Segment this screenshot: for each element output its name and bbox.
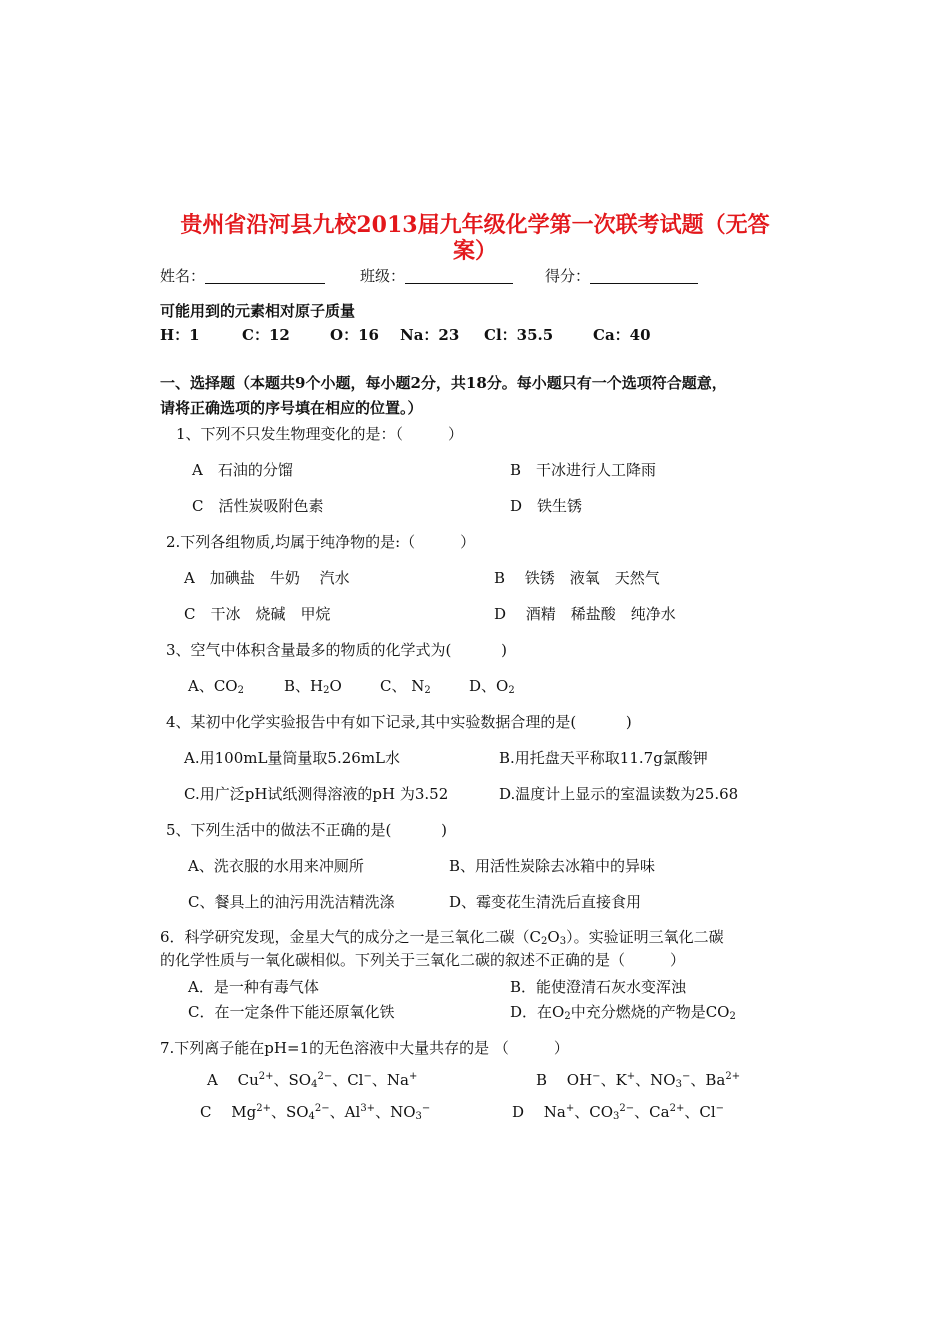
q1-option-b[interactable]: B 干冰进行人工降雨 (510, 461, 657, 479)
q6-stem-b: ）。实验证明三氧化二碳 (566, 928, 724, 946)
q6-option-a[interactable]: A．是一种有毒气体 (188, 978, 319, 996)
q1-option-a[interactable]: A 石油的分馏 (192, 461, 293, 479)
q2-option-a[interactable]: A 加碘盐 牛奶 汽水 (184, 569, 350, 587)
q3-option-d[interactable]: D、$O_2$ (469, 677, 515, 696)
class-blank[interactable] (405, 267, 513, 284)
q5-stem: 5、下列生活中的做法不正确的是( ) (166, 821, 448, 839)
q3-option-a[interactable]: A、$CO_2$ (188, 677, 244, 696)
name-blank[interactable] (205, 267, 325, 284)
q5-option-a[interactable]: A、洗衣服的水用来冲厕所 (188, 857, 364, 875)
name-field (160, 266, 325, 286)
score-label: 得分： (545, 267, 591, 285)
section-heading-line2: 请将正确选项的序号填在相应的位置。） (160, 399, 423, 417)
mass-na: Na：23 (400, 326, 460, 344)
q5-option-c[interactable]: C、餐具上的油污用洗洁精洗涤 (188, 893, 395, 911)
class-field (360, 266, 513, 286)
q1-option-c[interactable]: C 活性炭吸附色素 (192, 497, 324, 515)
q7-option-b[interactable]: B OH−、K+、$NO_3^-$、$Ba^{2+}$ (536, 1071, 741, 1090)
q2-option-d[interactable]: D 酒精 稀盐酸 纯净水 (494, 605, 676, 623)
q3-option-b[interactable]: B、$H_2O$ (284, 677, 342, 696)
q4-option-c[interactable]: C.用广泛pH试纸测得溶液的pH 为3.52 (184, 785, 449, 803)
section-heading-line1: 一、选择题（本题共9个小题，每小题2分，共18分。每小题只有一个选项符合题意， (160, 374, 727, 392)
q6-formula: $C_2O_3$ (529, 928, 567, 947)
q7-option-a[interactable]: A $Cu^{2+}$、$SO_4^{2-}$、Cl−、Na+ (207, 1071, 418, 1090)
q4-option-b[interactable]: B.用托盘天平称取11.7g氯酸钾 (499, 749, 708, 767)
q5-option-b[interactable]: B、用活性炭除去冰箱中的异味 (449, 857, 656, 875)
q5-option-d[interactable]: D、霉变花生清洗后直接食用 (449, 893, 642, 911)
q2-stem: 2.下列各组物质,均属于纯净物的是:（ ） (166, 533, 476, 551)
q4-option-d[interactable]: D.温度计上显示的室温读数为25.68 (499, 785, 739, 803)
q6-option-c[interactable]: C．在一定条件下能还原氧化铁 (188, 1003, 395, 1021)
q3-option-c[interactable]: C、 $N_2$ (380, 677, 431, 696)
q2-option-b[interactable]: B 铁锈 液氧 天然气 (494, 569, 660, 587)
mass-o: O：16 (330, 326, 379, 344)
name-label: 姓名： (160, 267, 206, 285)
q6-stem-line2: 的化学性质与一氧化碳相似。下列关于三氧化二碳的叙述不正确的是（ ） (160, 951, 686, 969)
page-title-line1: 贵州省沿河县九校2013届九年级化学第一次联考试题（无答 (180, 212, 770, 238)
q7-option-d[interactable]: D Na+、$CO_3^{2-}$、$Ca^{2+}$、Cl− (512, 1103, 725, 1122)
q6-option-d[interactable]: D．在$O_2$中充分燃烧的产物是$CO_2$ (510, 1003, 736, 1022)
page-title-line2: 案） (452, 238, 497, 264)
score-field (545, 266, 698, 286)
q2-option-c[interactable]: C 干冰 烧碱 甲烷 (184, 605, 331, 623)
q7-option-c[interactable]: C $Mg^{2+}$、$SO_4^{2-}$、$Al^{3+}$、$NO_3^-$ (200, 1103, 431, 1122)
q4-stem: 4、某初中化学实验报告中有如下记录,其中实验数据合理的是( ) (166, 713, 632, 731)
mass-h: H：1 (160, 326, 200, 344)
q7-stem: 7.下列离子能在pH=1的无色溶液中大量共存的是 （ ） (160, 1039, 569, 1057)
score-blank[interactable] (590, 267, 698, 284)
q6-stem-line1 (160, 927, 724, 947)
class-label: 班级： (360, 267, 406, 285)
q1-option-d[interactable]: D 铁生锈 (510, 497, 583, 515)
atomic-mass-heading: 可能用到的元素相对原子质量 (160, 302, 356, 320)
q6-stem-a: 6．科学研究发现，金星大气的成分之一是三氧化二碳（ (160, 928, 530, 946)
mass-c: C：12 (242, 326, 290, 344)
q4-option-a[interactable]: A.用100mL量筒量取5.26mL水 (184, 749, 400, 767)
q6-option-b[interactable]: B．能使澄清石灰水变浑浊 (510, 978, 687, 996)
q3-stem: 3、空气中体积含量最多的物质的化学式为( ) (166, 641, 508, 659)
q1-stem: 1、下列不只发生物理变化的是：（ ） (176, 425, 464, 443)
mass-cl: Cl：35.5 (484, 326, 554, 344)
mass-ca: Ca：40 (593, 326, 651, 344)
